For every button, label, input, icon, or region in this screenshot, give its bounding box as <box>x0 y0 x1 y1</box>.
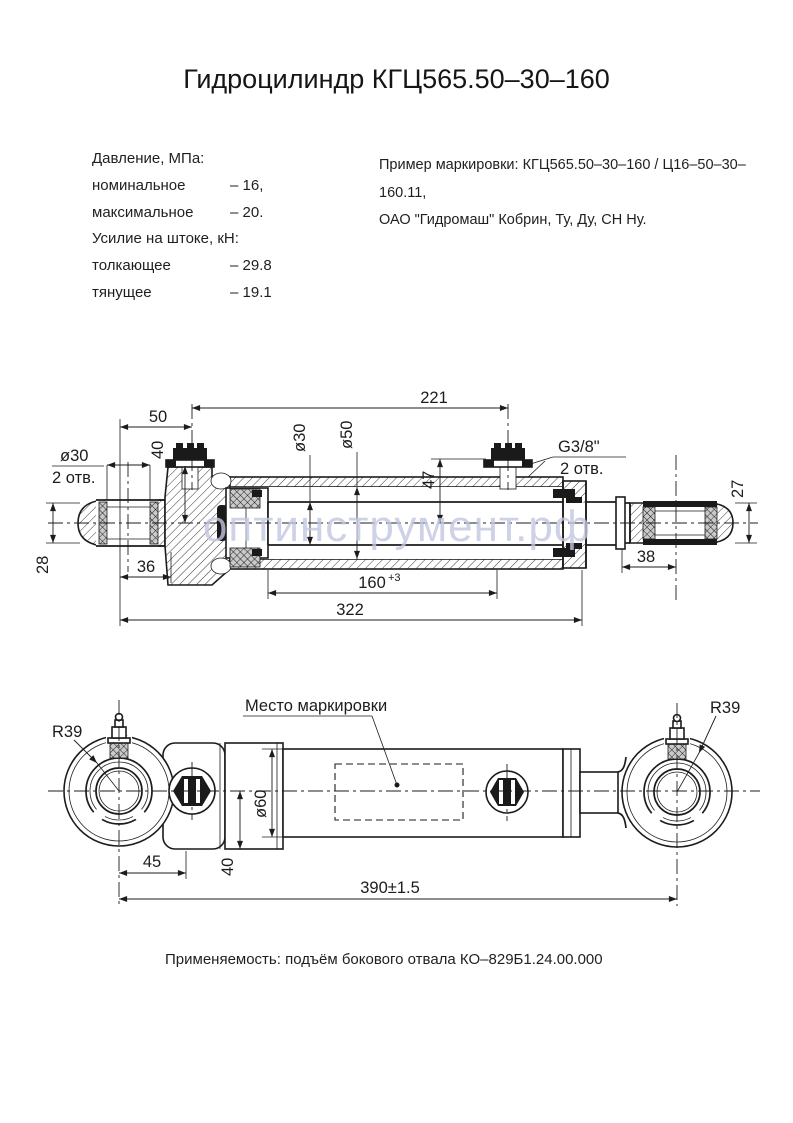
dim-390: 390±1.5 <box>360 879 420 897</box>
dim-160-tolerance: +3 <box>388 572 401 584</box>
spec-label: максимальное <box>92 203 194 221</box>
rod-outline <box>580 757 626 828</box>
dim-322: 322 <box>336 601 364 619</box>
dim-38: 38 <box>636 548 656 566</box>
spec-label: толкающее <box>92 257 171 275</box>
port-thread-label: G3/8" <box>558 438 600 456</box>
marking-example-line1: Пример маркировки: КГЦ565.50–30–160 / Ц16–50–30–160.11, <box>379 157 746 201</box>
spec-value: – 19.1 <box>230 283 272 301</box>
dim-r39-right: R39 <box>710 699 741 717</box>
spec-value: – 16, <box>230 176 264 194</box>
marking-place-label: Место маркировки <box>245 697 388 715</box>
dim-bore-dia: ø50 <box>338 420 356 449</box>
gland-rings-outline <box>563 749 580 837</box>
page-title: Гидроцилиндр КГЦ565.50–30–160 <box>183 64 610 94</box>
dim-47: 47 <box>420 470 438 489</box>
dim-221: 221 <box>420 389 448 407</box>
dim-40-outline: 40 <box>219 857 237 876</box>
dim-hole-qty: 2 отв. <box>52 469 96 487</box>
applicability-note: Применяемость: подъём бокового отвала КО–829Б1.24.00.000 <box>165 951 603 968</box>
dim-36: 36 <box>136 558 156 576</box>
spec-value: – 29.8 <box>230 257 272 275</box>
marking-example-line2: ОАО "Гидромаш" Кобрин, Ту, Ду, СН Ну. <box>379 212 647 228</box>
spec-pressure-header: Давление, МПа: <box>92 150 205 167</box>
dim-rod-dia: ø30 <box>291 423 309 452</box>
dim-27: 27 <box>729 479 747 498</box>
dim-r39-left: R39 <box>52 723 83 741</box>
watermark-text: оптинструмент.рф <box>202 502 592 551</box>
outline-view <box>48 697 760 906</box>
port-qty-label: 2 отв. <box>560 460 604 478</box>
spec-label: тянущее <box>92 283 152 301</box>
spec-force-header: Усилие на штоке, кН: <box>92 230 239 248</box>
dim-hole-dia: ø30 <box>60 447 89 465</box>
dim-50: 50 <box>148 408 168 426</box>
spec-label: номинальное <box>92 176 186 194</box>
dim-40: 40 <box>149 440 167 459</box>
dim-45: 45 <box>142 853 162 871</box>
dim-tube-dia: ø60 <box>252 789 270 818</box>
dim-160: 160 <box>358 574 386 592</box>
dim-28: 28 <box>34 555 52 574</box>
spec-value: – 20. <box>230 203 264 221</box>
